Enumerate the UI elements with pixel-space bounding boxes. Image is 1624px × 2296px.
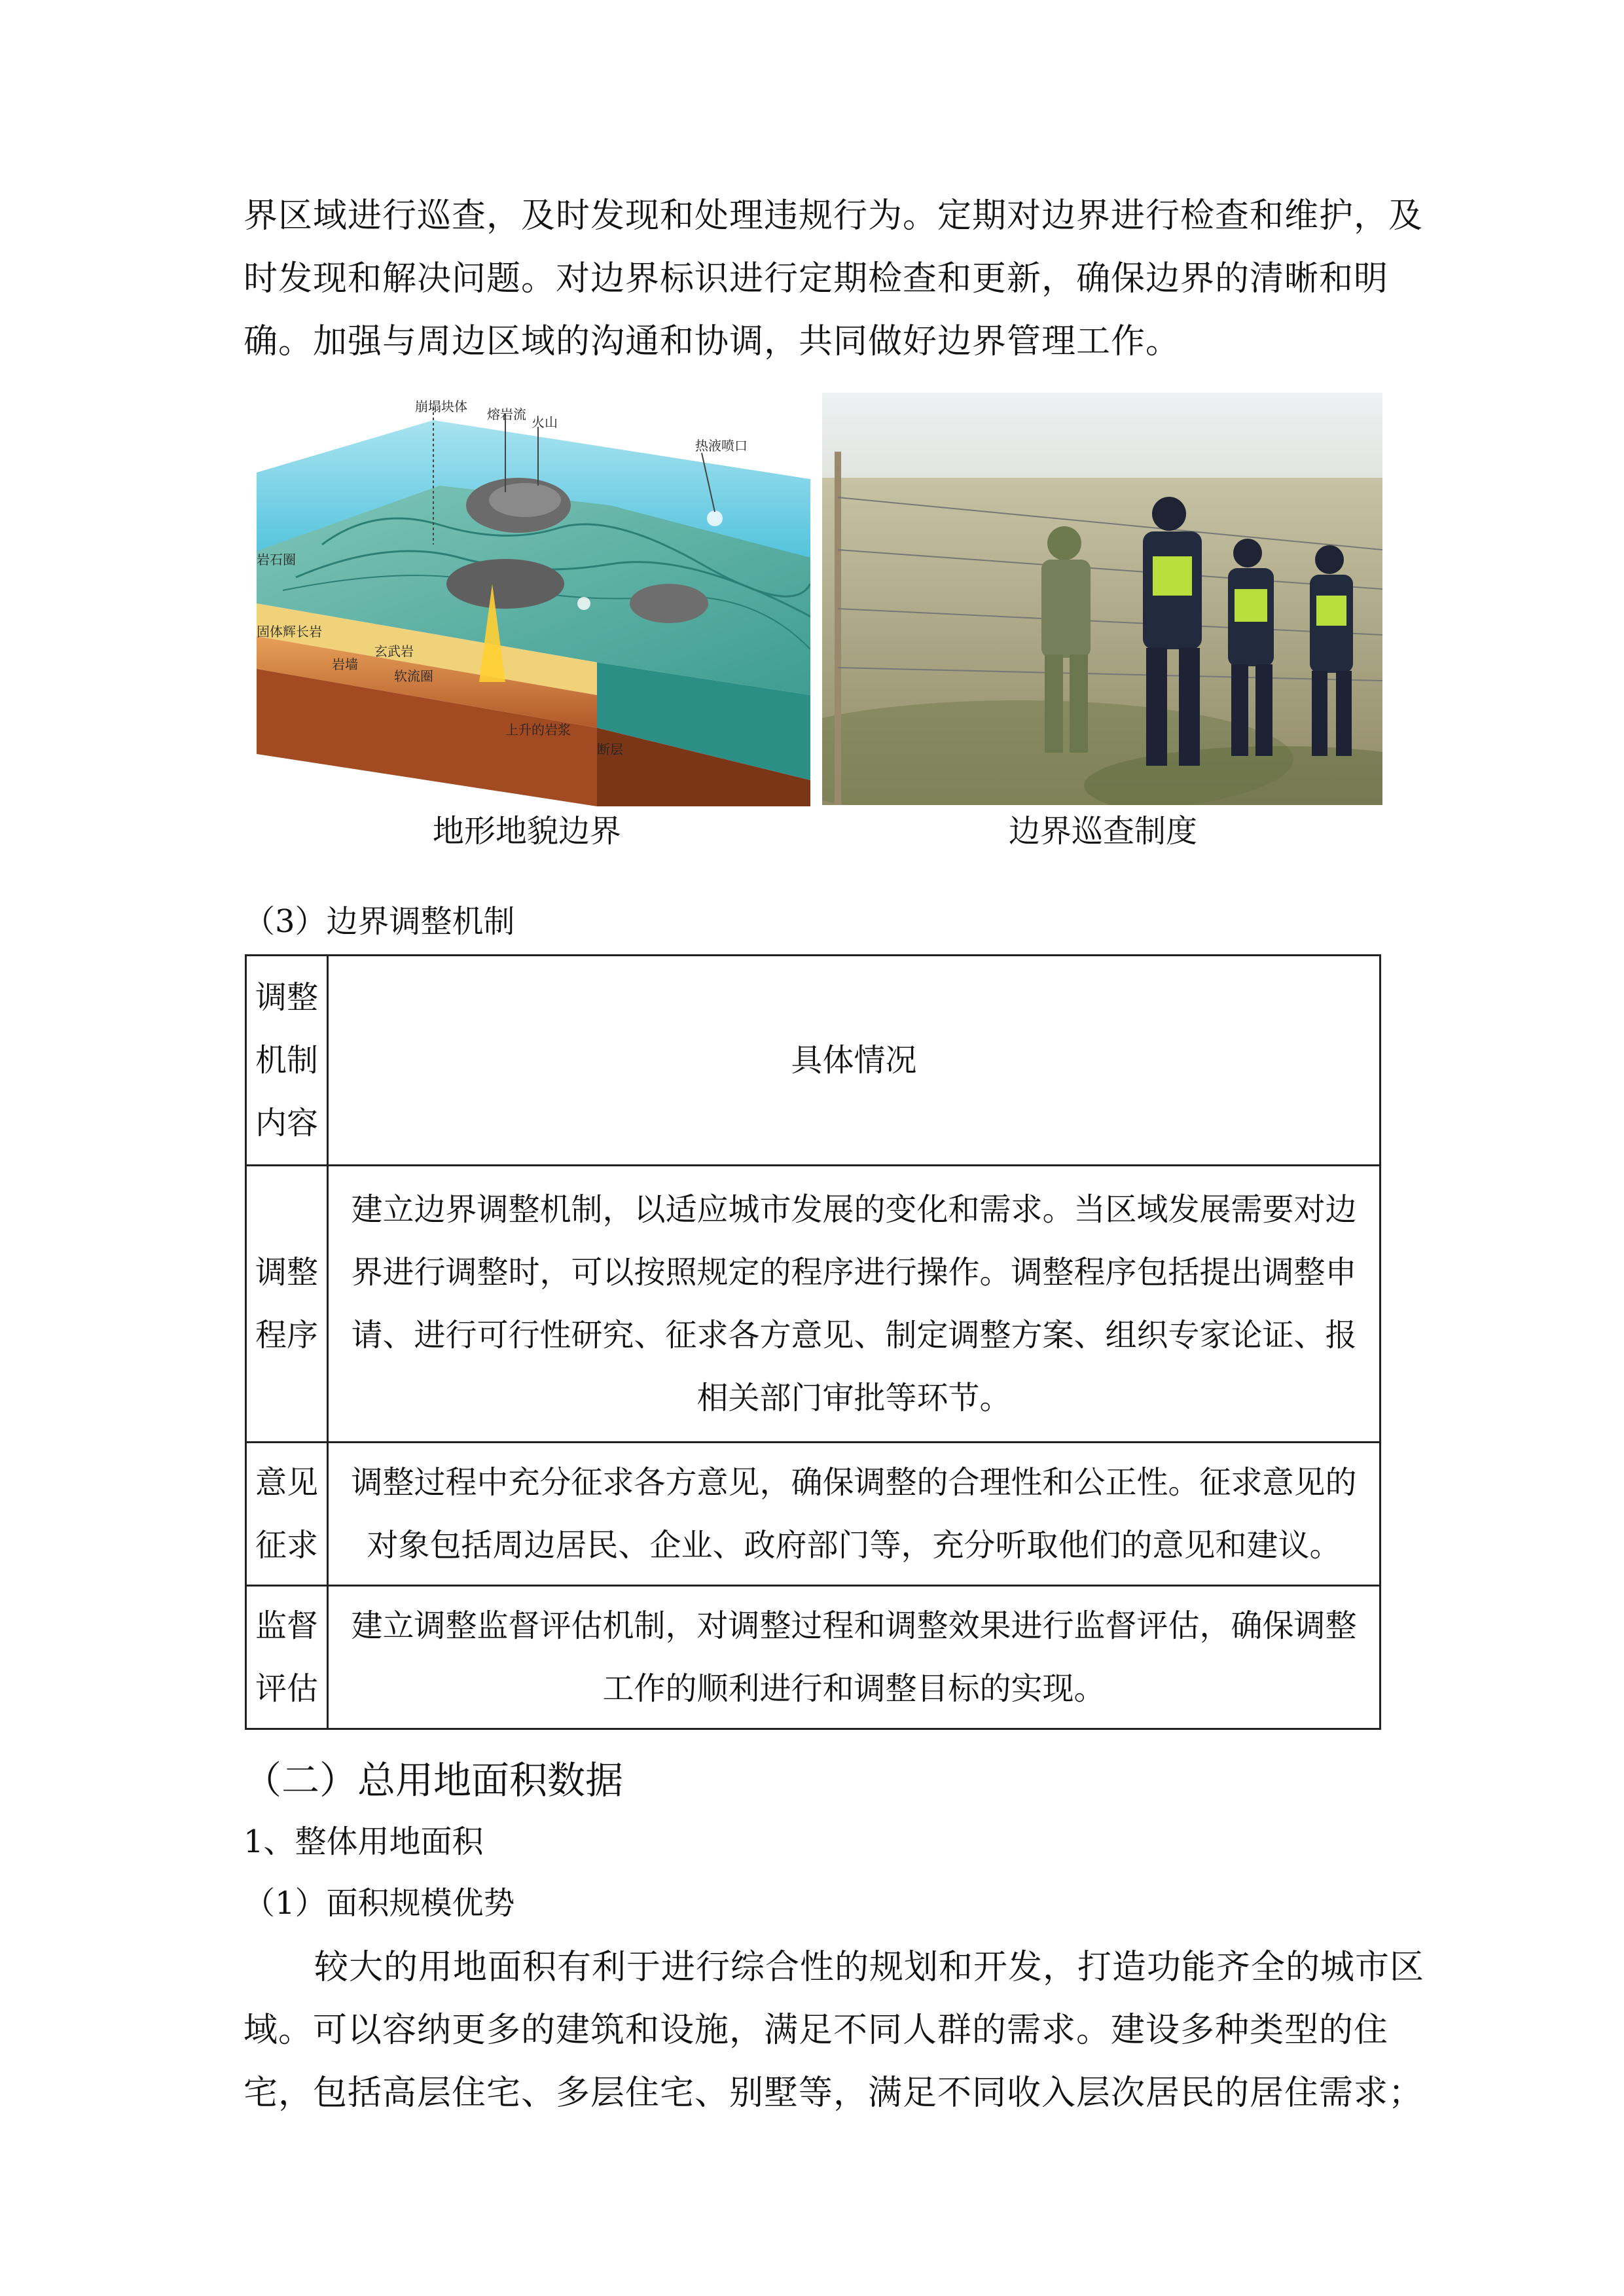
row-content-line: 工作的顺利进行和调整目标的实现。: [602, 1670, 1106, 1707]
intro-line: 确。加强与周边区域的沟通和协调，共同做好边界管理工作。: [244, 322, 1181, 361]
label-hydrothermal-vent: 热液喷口: [695, 438, 748, 454]
label-dike: 岩墙: [332, 656, 358, 672]
area-paragraph-line: 较大的用地面积有利于进行综合性的规划和开发，打造功能齐全的城市区: [314, 1948, 1425, 1987]
row-label-line: 征求: [255, 1527, 318, 1564]
adjustment-mechanism-table: [245, 954, 1381, 1730]
row-label-line: 调整: [255, 1254, 318, 1291]
label-volcano: 火山: [532, 414, 558, 430]
section-2-title: （二）总用地面积数据: [244, 1758, 624, 1803]
intro-line: 时发现和解决问题。对边界标识进行定期检查和更新，确保边界的清晰和明: [244, 259, 1389, 298]
figure-caption-left: 地形地貌边界: [432, 813, 621, 850]
area-paragraph-line: 宅，包括高层住宅、多层住宅、别墅等，满足不同收入层次居民的居住需求；: [244, 2073, 1424, 2113]
section-3-title: （3）边界调整机制: [244, 903, 515, 940]
row-content-opinion-solicitation: [328, 1443, 1380, 1586]
table-header-col2: 具体情况: [328, 956, 1380, 1166]
border-patrol-photo: [822, 393, 1382, 805]
terrain-diagram-illustration: [244, 387, 810, 806]
row-label-line: 监督: [255, 1607, 318, 1644]
table-row: [246, 1586, 1380, 1729]
subsection-1-1-title: （1）面积规模优势: [244, 1885, 515, 1922]
header-col1-line: 内容: [255, 1105, 318, 1141]
row-content-adjustment-procedure: [328, 1166, 1380, 1443]
label-lava-flow: 熔岩流: [487, 406, 526, 422]
row-label-supervision-evaluation: [246, 1586, 328, 1729]
row-content-line: 对象包括周边居民、企业、政府部门等，充分听取他们的意见和建议。: [367, 1527, 1341, 1564]
row-content-line: 建立边界调整机制，以适应城市发展的变化和需求。当区域发展需要对边: [351, 1191, 1357, 1228]
label-rising-magma: 上升的岩浆: [505, 722, 571, 738]
row-label-adjustment-procedure: [246, 1166, 328, 1443]
figure-caption-right: 边界巡查制度: [1008, 813, 1197, 850]
header-col1-line: 调整: [255, 979, 318, 1016]
label-lithosphere: 岩石圈: [257, 552, 296, 567]
intro-paragraph: [244, 185, 1424, 373]
subsection-1-title: 1、整体用地面积: [244, 1823, 484, 1860]
area-paragraph-line: 域。可以容纳更多的建筑和设施，满足不同人群的需求。建设多种类型的住: [244, 2011, 1389, 2050]
table-row: [246, 1166, 1380, 1443]
row-content-line: 调整过程中充分征求各方意见，确保调整的合理性和公正性。征求意见的: [351, 1464, 1357, 1501]
row-label-line: 意见: [255, 1464, 318, 1501]
area-advantage-paragraph: [244, 1936, 1425, 2125]
table-header-col1: [246, 956, 328, 1166]
label-fault: 断层: [597, 742, 623, 757]
row-label-line: 评估: [255, 1670, 318, 1707]
row-content-line: 相关部门审批等环节。: [696, 1380, 1011, 1416]
label-basalt: 玄武岩: [374, 643, 414, 659]
label-asthenosphere: 软流圈: [394, 668, 433, 684]
intro-line: 界区域进行巡查，及时发现和处理违规行为。定期对边界进行检查和维护，及: [244, 196, 1424, 236]
row-content-supervision-evaluation: [328, 1586, 1380, 1729]
row-label-line: 程序: [255, 1317, 318, 1354]
header-col1-line: 机制: [255, 1042, 318, 1079]
table-header-row: [246, 956, 1380, 1166]
label-collapse-block: 崩塌块体: [415, 399, 467, 414]
terrain-boundary-figure: [244, 387, 810, 806]
row-content-line: 界进行调整时，可以按照规定的程序进行操作。调整程序包括提出调整申: [351, 1254, 1357, 1291]
table-row: [246, 1443, 1380, 1586]
row-label-opinion-solicitation: [246, 1443, 328, 1586]
label-gabbro: 固体辉长岩: [257, 624, 322, 639]
border-patrol-illustration: [822, 393, 1382, 805]
row-content-line: 建立调整监督评估机制，对调整过程和调整效果进行监督评估，确保调整: [351, 1607, 1357, 1644]
row-content-line: 请、进行可行性研究、征求各方意见、制定调整方案、组织专家论证、报: [351, 1317, 1357, 1354]
